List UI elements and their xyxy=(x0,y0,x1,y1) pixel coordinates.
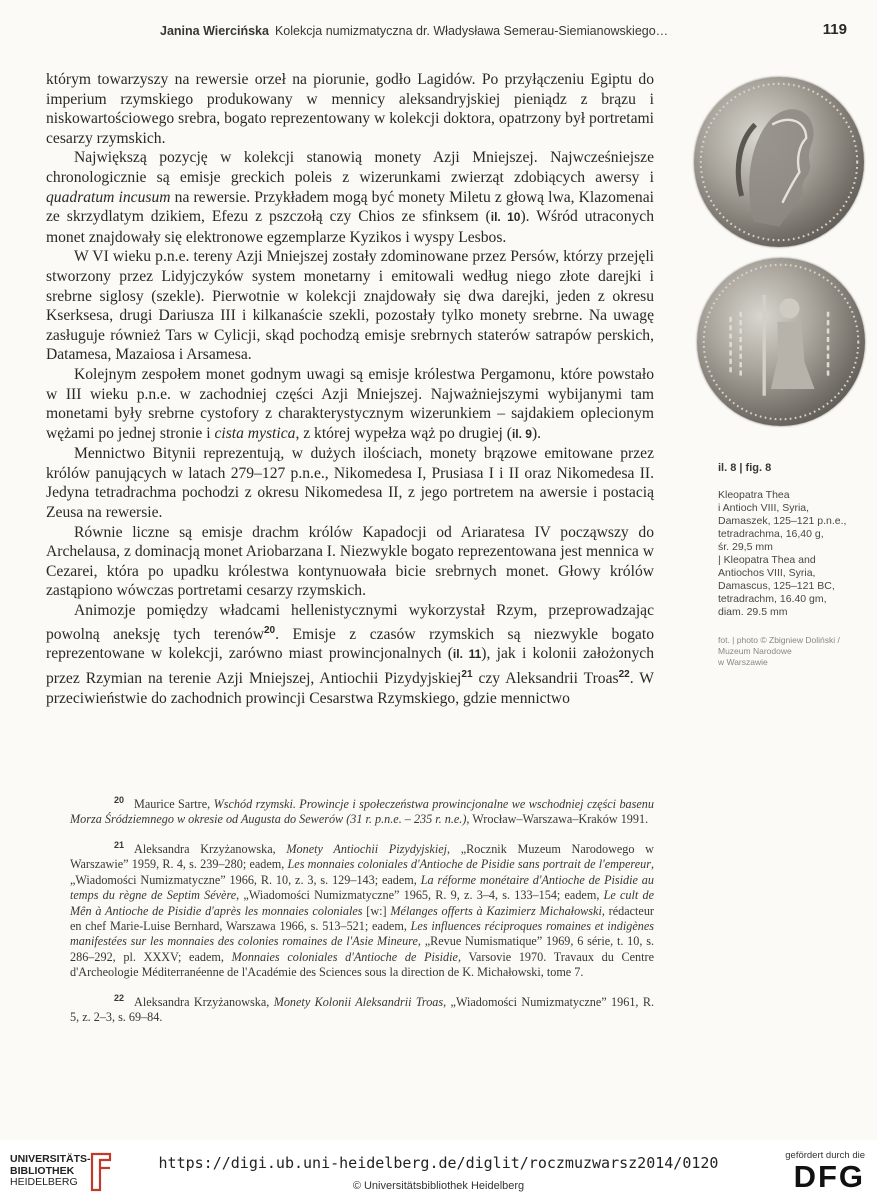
italic-text: Monnaies coloniales d'Antioche de Pisidie xyxy=(231,949,458,964)
paragraph: którym towarzyszy na rewersie orzeł na piorunie, godło Lagidów. Po przyłączeniu Egiptu do imperium rzymskiego produkowany w mennicy aleksandryjskiej pieniądz z brązu i niskowartościowego srebra, bogato reprezentowany w kolekcji doktora, opatrzony był portretami cesarzy rzymskich. xyxy=(46,71,654,147)
page-number: 119 xyxy=(822,21,847,38)
figure-reference: il. 10 xyxy=(490,210,521,225)
credit-line: w Warszawie xyxy=(718,657,768,667)
footnote-reference: 22 xyxy=(618,669,630,680)
italic-text: Le cult de Mên à Antioche de Pisidie d'après les monnaies coloniales xyxy=(70,888,654,918)
running-head-author: Janina Wiercińska xyxy=(160,24,269,38)
coin-obverse-portrait-icon xyxy=(694,77,864,247)
footnote: $^{20}$ Maurice Sartre, Wschód rzymski. Prowincje i społeczeństwa prowincjonalne we wschodniej części basenu Morza Śródziemnego w okresie od Augusta do Sewerów (31 r. p.n.e. – 235 r. n.e.), Wrocław–Warszawa–Kraków 1991. xyxy=(70,795,654,827)
logo-line-3: HEIDELBERG xyxy=(10,1176,78,1188)
credit-line: fot. | photo © Zbigniew Doliński / xyxy=(718,635,840,645)
figure-reference: il. 11 xyxy=(452,647,482,662)
caption-title: il. 8 | fig. 8 xyxy=(718,462,772,474)
dfg-subtitle: gefördert durch die xyxy=(785,1150,865,1161)
page-footer xyxy=(0,1140,877,1204)
italic-text: quadratum incusum xyxy=(46,188,171,206)
logo-line-1: UNIVERSITÄTS- xyxy=(10,1153,91,1165)
dfg-logo[interactable] xyxy=(785,1150,865,1193)
italic-text: Mélanges offerts à Kazimierz Michałowski xyxy=(390,903,602,918)
caption-line: Damascus, 125–121 BC, xyxy=(718,580,835,592)
italic-text: Wschód rzymski. Prowincje i społeczeństwa prowincjonalne we wschodniej części basenu Morza Śródziemnego w okresie od Augusta do Sewerów (31 r. p.n.e. – 235 r. n.e.) xyxy=(70,797,654,827)
footnote-number: 20 xyxy=(114,795,125,805)
footnote-reference: 21 xyxy=(461,669,473,680)
paragraph: Największą pozycję w kolekcji stanowią monety Azji Mniejszej. Najwcześniejsze chronologicznie są emisje greckich poleis z wizerunkami zwierząt zdobiących awersy i quadratum incusum na rewersie. Przykładem mogą być monety Miletu z głową lwa, Klazomenai ze skrzydlatym dzikiem, Efezu z pszczołą czy Chios ze sfinksem (il. 10). Wśród utraconych monet znajdowały się elektronowe egzemplarze Kyzikos i wyspy Lesbos. xyxy=(46,149,655,246)
running-head-title: Kolekcja numizmatyczna dr. Władysława Semerau-Siemianowskiego… xyxy=(274,24,669,38)
footnote: $^{21}$ Aleksandra Krzyżanowska, Monety Antiochii Pizydyjskiej, „Rocznik Muzeum Narodowego w Warszawie” 1959, R. 4, s. 239–280; eadem, Les monnaies coloniales d'Antioche de Pisidie sans portrait de l'empereur, „Wiadomości Numizmatyczne” 1966, R. 10, z. 3, s. 129–143; eadem, La réforme monétaire d'Antioche de Pisidie au temps du règne de Septim Sévère, „Wiadomości Numizmatyczne” 1965, R. 9, z. 3–4, s. 133–154; eadem, Le cult de Mên à Antioche de Pisidie d'après les monnaies coloniales [w:] Mélanges offerts à Kazimierz Michałowski, rédacteur en chef Marie-Luise Bernhard, Warszawa 1966, s. 513–521; eadem, Les influences réciproques romaines et indigènes manifestées sur les monnaies des colonies romaines de l'Asie Mineure, „Revue Numismatique” 1969, 6 série, t. 10, s. 286–292, pl. XXXV; eadem, Monnaies coloniales d'Antioche de Pisidie, Varsovie 1970. Travaux du Centre d'Archeologie Méditerranéenne de l'Académie des Sciences sous la direction de K. Michałowski, tome 7. xyxy=(70,839,654,980)
italic-text: Les influences réciproques romaines et indigènes manifestées sur les monnaies des colonies romaines de l'Asie Mineure xyxy=(70,918,654,949)
italic-text: Monety Antiochii Pizydyjskiej xyxy=(286,841,448,856)
copyright-notice: © Universitätsbibliothek Heidelberg xyxy=(352,1180,525,1192)
caption-line: | Kleopatra Thea and xyxy=(718,554,816,566)
caption-line: diam. 29.5 mm xyxy=(718,606,788,618)
photo-credit xyxy=(718,635,858,668)
permalink-url[interactable]: https://digi.ub.uni-heidelberg.de/diglit/roczmuzwarsz2014/0120 xyxy=(158,1154,719,1172)
paragraph: Animozje pomiędzy władcami hellenistycznymi wykorzystał Rzym, przeprowadzając powolną aneksję tych terenów$^{20}$. Emisje z czasów rzymskich są niezwykle bogato reprezentowane w kolekcji, zarówno miast prowincjonalnych (il. 11), jak i kolonii założonych przez Rzymian na terenie Azji Mniejszej, Antiochii Pizydyjskiej$^{21}$ czy Aleksandrii Troas$^{22}$. W przeciwieństwie do zachodnich prowincji Cesarstwa Rzymskiego, gdzie mennictwo xyxy=(46,602,655,707)
footnote: $^{22}$ Aleksandra Krzyżanowska, Monety Kolonii Aleksandrii Troas, „Wiadomości Numizmatyczne” 1961, R. 5, z. 2–3, s. 69–84. xyxy=(70,992,654,1025)
paragraph: Równie liczne są emisje drachm królów Kapadocji od Ariaratesa IV począwszy do Archelausa, z dominacją monet Ariobarzana I. Niezwykle bogato reprezentowana jest mennica w Cezarei, która po upadku królestwa kontynuowała bicie srebrnych monet. Głowy królów zastąpiono wówczas portretami cesarzy rzymskich. xyxy=(46,523,654,600)
coin-reverse-seated-figure-icon xyxy=(697,258,865,426)
caption-line: Damaszek, 125–121 p.n.e., xyxy=(718,515,847,527)
dfg-wordmark: DFG xyxy=(793,1159,865,1194)
coin-reverse-image xyxy=(697,258,865,426)
paragraph: W VI wieku p.n.e. tereny Azji Mniejszej zostały zdominowane przez Persów, którzy przejęli stworzony przez Lidyjczyków system monetarny i emitowali według niego złote darejki i srebrne siglosy (szekle). Pierwotnie w kolekcji znajdowały się dwa darejki, jeden z okresu Kserksesa, drugi Dariusza III i kilkanaście szekli, pozostały tylko monety srebrne. Na uwagę zasługuje również Tars w Cylicji, skąd pochodzą emisje srebrnych staterów satrapów perskich, Datamesa, Mazaiosa i Arsamesa. xyxy=(46,248,654,364)
logo-line-2: BIBLIOTHEK xyxy=(10,1164,75,1177)
caption-line: Antiochos VIII, Syria, xyxy=(718,567,816,579)
credit-line: Muzeum Narodowe xyxy=(718,646,792,656)
caption-lines xyxy=(718,489,858,619)
footnote-reference: 20 xyxy=(263,624,276,636)
page-header xyxy=(0,0,877,46)
footnotes xyxy=(70,793,654,1035)
running-head xyxy=(160,24,668,38)
figure-caption xyxy=(718,462,858,668)
footnote-number: 22 xyxy=(114,992,125,1003)
figure-reference: il. 9 xyxy=(511,426,532,441)
main-text xyxy=(46,70,654,708)
footnote-number: 21 xyxy=(114,839,125,850)
italic-text: cista mystica xyxy=(214,424,296,442)
paragraph: Mennictwo Bitynii reprezentują, w dużych ilościach, monety brązowe emitowane przez królów panujących w latach 279–127 p.n.e., Nikomedesa I, Prusiasa I i II oraz Nikomedesa II. Jedyna tetradrachma pochodzi z okresu Nikomedesa II, z jego portretem na awersie i postacią Zeusa na rewersie. xyxy=(46,445,654,522)
italic-text: La réforme monétaire d'Antioche de Pisidie au temps du règne de Septim Sévère xyxy=(70,872,654,903)
caption-line: śr. 29,5 mm xyxy=(718,541,773,553)
italic-text: Monety Kolonii Aleksandrii Troas xyxy=(273,994,444,1009)
paragraph: Kolejnym zespołem monet godnym uwagi są emisje królestwa Pergamonu, które powstało w III wieku p.n.e. w zachodniej części Azji Mniejszej. Najważniejszymi wybijanymi tam monetami były srebrne cystofory z charakterystycznym wizerunkiem – sajdakiem oplecionym wężami po jednej stronie i cista mystica, z której wypełza wąż po drugiej (il. 9). xyxy=(46,365,654,442)
caption-line: Kleopatra Thea xyxy=(718,489,790,501)
italic-text: Les monnaies coloniales d'Antioche de Pisidie sans portrait de l'empereur xyxy=(287,857,651,872)
coin-obverse-image xyxy=(694,77,864,247)
caption-line: tetradrachma, 16,40 g, xyxy=(718,528,824,540)
caption-line: i Antioch VIII, Syria, xyxy=(718,502,810,514)
caption-line: tetradrachm, 16.40 gm, xyxy=(718,593,827,605)
